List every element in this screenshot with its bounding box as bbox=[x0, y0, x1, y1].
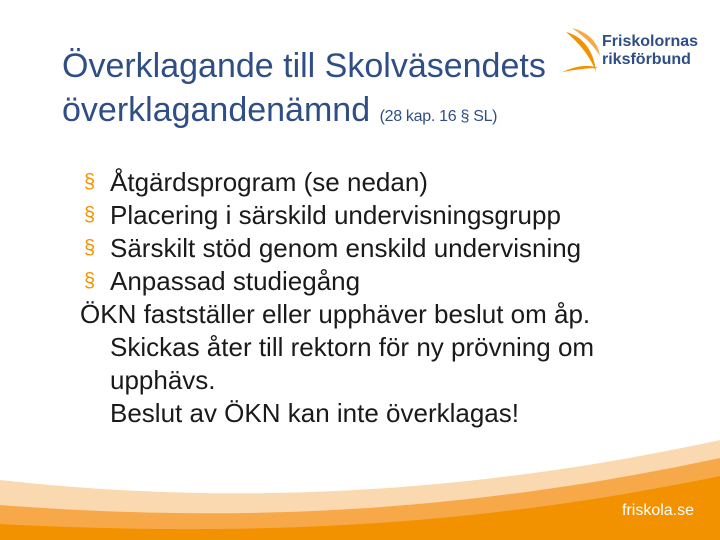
body-paragraph: ÖKN fastställer eller upphäver beslut om åp. bbox=[80, 299, 591, 329]
bullet-marker: § bbox=[84, 204, 96, 226]
logo-line-2: riksförbund bbox=[602, 51, 691, 68]
title-law-reference: (28 kap. 16 § SL) bbox=[379, 108, 498, 125]
logo-line-1: Friskolornas bbox=[602, 33, 699, 50]
footer-url: friskola.se bbox=[622, 502, 695, 519]
indented-line: Skickas åter till rektorn för ny prövning om bbox=[110, 332, 595, 362]
bullet-item bbox=[84, 265, 704, 298]
bullet-marker: § bbox=[84, 171, 96, 193]
title-line-2-main: överklagandenämnd bbox=[62, 91, 371, 129]
logo-wordmark bbox=[602, 33, 698, 69]
bullet-text: Särskilt stöd genom enskild undervisning bbox=[110, 233, 582, 263]
bullet-marker: § bbox=[84, 237, 96, 259]
title-line-1: Överklagande till Skolväsendets bbox=[62, 47, 546, 85]
bullet-item bbox=[84, 166, 704, 199]
bullet-item bbox=[84, 232, 704, 265]
title-line-2 bbox=[62, 88, 582, 139]
indented-line: upphävs. bbox=[110, 365, 216, 395]
bullet-text: Anpassad studiegång bbox=[110, 266, 361, 296]
bullet-marker: § bbox=[84, 270, 96, 292]
footer-swoosh bbox=[0, 420, 720, 540]
bullet-text: Åtgärdsprogram (se nedan) bbox=[110, 167, 428, 197]
page-title bbox=[62, 44, 582, 139]
indented-line: Beslut av ÖKN kan inte överklagas! bbox=[110, 398, 519, 428]
bullet-item bbox=[84, 199, 704, 232]
content-body bbox=[80, 166, 704, 430]
bullet-text: Placering i särskild undervisningsgrupp bbox=[110, 200, 561, 230]
